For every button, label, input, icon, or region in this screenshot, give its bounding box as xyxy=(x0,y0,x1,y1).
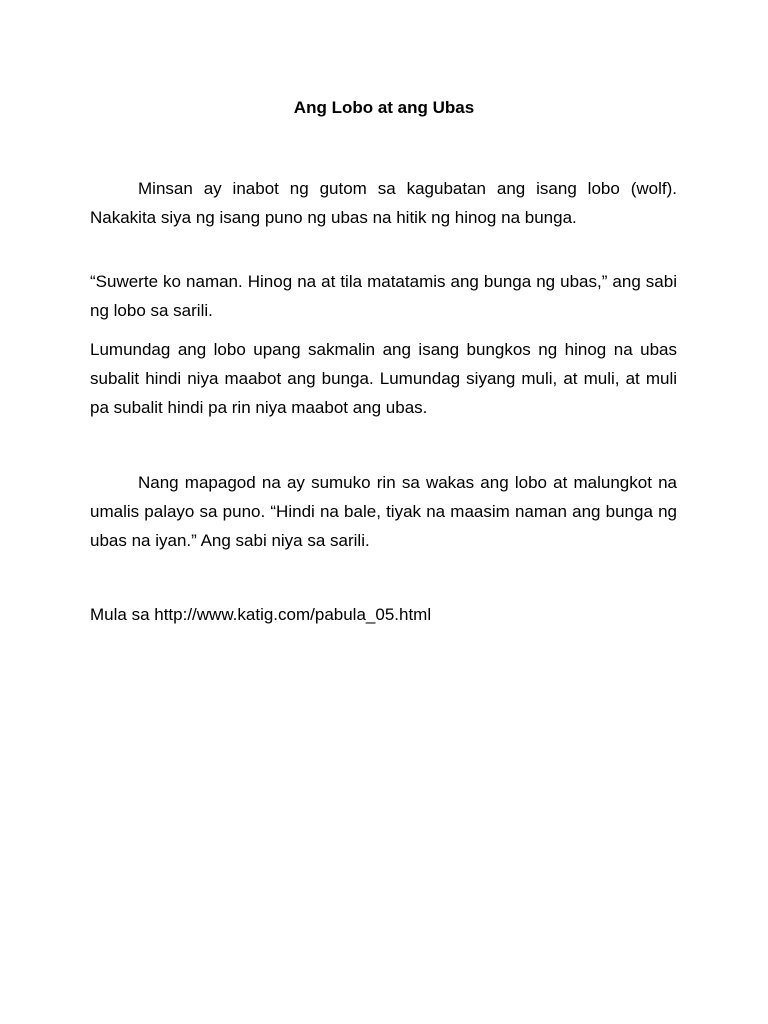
document-title: Ang Lobo at ang Ubas xyxy=(293,98,475,117)
source-citation: Mula sa http://www.katig.com/pabula_05.html xyxy=(90,605,432,624)
paragraph-4: Nang mapagod na ay sumuko rin sa wakas ang lobo at malungkot na umalis palayo sa puno. “Hindi na bale, tiyak na maasim naman ang bunga ng ubas na iyan.” Ang sabi niya sa sarili. xyxy=(90,473,677,550)
paragraph-2: “Suwerte ko naman. Hinog na at tila matatamis ang bunga ng ubas,” ang sabi ng lobo sa sarili. xyxy=(90,272,677,320)
paragraph-3: Lumundag ang lobo upang sakmalin ang isang bungkos ng hinog na ubas subalit hindi niya maabot ang bunga. Lumundag siyang muli, at muli, at muli pa subalit hindi pa rin niya maabot ang ubas. xyxy=(90,340,677,417)
paragraph-1: Minsan ay inabot ng gutom sa kagubatan ang isang lobo (wolf). Nakakita siya ng isang puno ng ubas na hitik ng hinog na bunga. xyxy=(90,179,677,227)
